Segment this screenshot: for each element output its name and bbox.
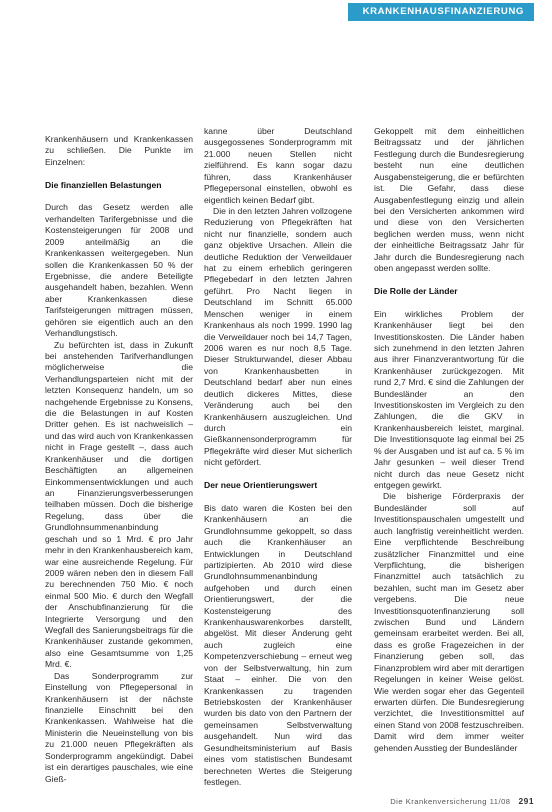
- section-heading: Der neue Orientierungswert: [204, 480, 318, 491]
- paragraph: Durch das Gesetz werden alle verhandelten Tarifergebnisse und die Kostensteigerungen für 2008 und 2009 anteilmäßig an die Krankenkassen weitergegeben. Nun sollen die Krankenkassen 50 % der Ergebnisse, die andere Beteiligte ausgehandelt haben, bezahlen. Wenn aber Krankenkassen diese Tarifsteigerungen mittragen müssen, gehören sie eigentlich auch an den Verhandlungstisch.: [45, 202, 193, 339]
- article-column-1: [45, 134, 193, 785]
- paragraph: Krankenhäusern und Krankenkassen zu schließen. Die Punkte im Einzelnen:: [45, 134, 193, 167]
- paragraph: Die in den letzten Jahren vollzogene Reduzierung von Pflegekräften hat nicht nur finanzielle, sondern auch ganz objektive Ursachen. Allein die deutliche Reduktion der Verweildauer hat zu einem erheblich geringeren Pflegebedarf in den letzten Jahren geführt. Pro Nacht liegen in Deutschland im Schnitt 65.000 Menschen weniger in einem Krankenhaus als noch 1999. 1990 lag die Verweildauer noch bei 14,7 Tagen, 2006 waren es nur noch 8,5 Tage. Dieser Strukturwandel, dieser Abbau von Krankenhausbetten in Deutschland bedarf aber nun eines deutlich dickeres Mittes, diese Veränderung auch bei den Krankenhäusern auszugleichen. Und durch ein Gießkannensonderprogramm für Pflegekräfte wird dieser Mut sicherlich nicht gefördert.: [204, 205, 352, 468]
- paragraph: Zu befürchten ist, dass in Zukunft bei anstehenden Tarifverhandlungen möglicherweise die Verhandlungsparteien nicht mit der letzten Konsequenz handeln, um so nachgehende Ergebnisse zu Konsens, die die Belastungen in auf Kosten Dritter gehen. Es ist nachweislich – und das wird auch von Krankenkassen nicht in Frage gestellt –, dass auch Krankenhäuser und die dortigen Beschäftigten an allgemeinen Einkommensentwicklungen und auch an Finanzierungsverbesserungen teilhaben müssen. Doch die bisherige Regelung, dass über die Grundlohnsummenanbindung geschah und so 1 Mrd. € pro Jahr mehr in den Krankenhausbereich kam, war eine ausreichende Regelung. Für 2009 wären neben den in diesem Fall zu berechnenden 750 Mio. € noch einmal 500 Mio. € durch den Wegfall der Anschubfinanzierung für die Integrierte Versorgung und den Wegfall des Sanierungsbeitrags für die Krankenhäuser zustande gekommen, also eine Gesamtsumme von 1,25 Mrd. €.: [45, 339, 193, 670]
- article-column-2: [204, 126, 352, 788]
- paragraph: Ein wirkliches Problem der Krankenhäuser liegt bei den Investitionskosten. Die Länder haben sich zunehmend in den letzten Jahren aus ihrer Finanzverantwortung für die Krankenhäuser zurückgezogen. Mit rund 2,7 Mrd. € sind die Zahlungen der Bundesländer an den Investitionskosten im Vergleich zu den Zahlungen, die die GKV in Krankenhausbereich leistet, marginal. Die Investitionsquote lag einmal bei 25 % der Ausgaben und ist auf ca. 5 % im Jahr gesunken – weil dieser Trend nicht durch das neue Gesetz nicht entgegen gewirkt.: [374, 308, 524, 490]
- section-heading: Die finanziellen Belastungen: [45, 179, 162, 190]
- paragraph: Bis dato waren die Kosten bei den Krankenhäusern an die Grundlohnsumme gekoppelt, so dass auch die Krankenhäuser an Entwicklungen in Deutschland partizipierten. Ab 2010 wird diese Grundlohnsummenanbindung aufgehoben und durch einen Orientierungswert, der die Kostensteigerung des Krankenhauswarenkorbes darstellt, abgelöst. Mit dieser Änderung geht auch zugleich eine Kompetenzverschiebung – erneut weg von der Selbstverwaltung, hin zum Staat – einher. Die von den Krankenkassen zu tragenden Betriebskosten der Krankenhäuser wurden bis dato von den Partnern der gemeinsamen Selbstverwaltung ausgehandelt. Nun wird das Gesundheitsministerium auf Basis eines vom statistischen Bundesamt berechneten Wertes die Steigerung festlegen.: [204, 502, 352, 787]
- journal-name: Die Krankenversicherung 11/08: [390, 797, 511, 806]
- section-header-tab: [348, 3, 534, 21]
- section-title: KRANKENHAUSFINANZIERUNG: [362, 6, 524, 17]
- article-column-3: [374, 126, 524, 754]
- page-footer: [390, 796, 534, 806]
- page-number: 291: [518, 796, 534, 806]
- paragraph: kanne über Deutschland ausgegossenes Sonderprogramm mit 21.000 neuen Stellen nicht zielführend. Es kann sogar dazu führen, dass Krankenhäuser Pflegepersonal einstellen, obwohl es eigentlich keinen Bedarf gibt.: [204, 126, 352, 205]
- paragraph: Das Sonderprogramm zur Einstellung von Pflegepersonal in Krankenhäusern ist der nächste finanzielle Einschnitt bei den Krankenkassen. Wahlweise hat die Ministerin die Neueinstellung von bis zu 21.000 neuen Pflegekräften als Sonderprogramm angekündigt. Dabei ist ein derartiges pauschales, wie eine Gieß-: [45, 670, 193, 784]
- section-heading: Die Rolle der Länder: [374, 285, 458, 296]
- paragraph: Gekoppelt mit dem einheitlichen Beitragssatz und der jährlichen Festlegung durch die Bundesregierung besteht nun eine deutlichen Ausgabensteigerung, die er befürchten ist. Die Gefahr, dass diese Ausgabenfestlegung einzig und allein bei den Versicherten ankommen wird und diese von den Versicherten beglichen werden muss, wenn nicht der einheitliche Beitragssatz Jahr für Jahr durch die Bundesregierung nach oben angepasst werden sollte.: [374, 126, 524, 274]
- paragraph: Die bisherige Förderpraxis der Bundesländer soll auf Investitionspauschalen umgestellt und auch langfristig vereinheitlicht werden. Eine verpflichtende Beschreibung zusätzlicher Finanzmittel und eine Verpflichtung, die bisherigen Finanzmittel auch tatsächlich zu bezahlen, sucht man im Gesetz aber vergebens. Die neue Investitionsquotenfinanzierung soll zwischen Bund und Ländern gemeinsam erarbeitet werden. Bei all, dass es große Fragezeichen in der Finanzierung geben soll, das Finanzproblem wird aber mit derartigen Regelungen in keiner Weise gelöst. Wie werden sogar eher das Gegenteil erwarten dürfen. Die Bundesregierung verzichtet, die Investitionsmittel auf einen Stand von 2008 festzuschreiben. Damit wird dem immer weiter gehenden Ausstieg der Bundesländer: [374, 491, 524, 753]
